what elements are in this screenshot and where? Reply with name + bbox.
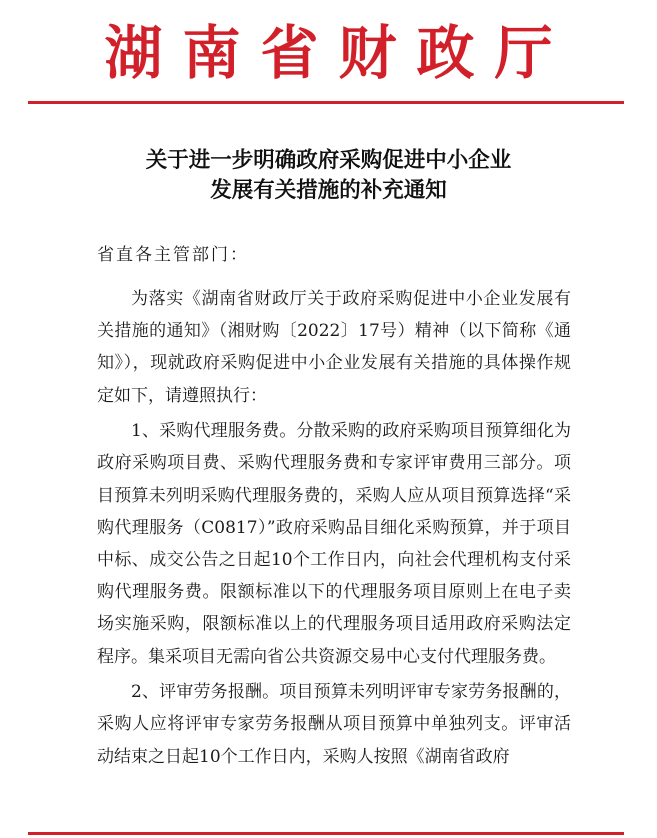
- masthead-title: 湖南省财政厅: [104, 21, 573, 86]
- masthead-divider: [28, 101, 624, 104]
- document-title-line-2: 发展有关措施的补充通知: [210, 178, 447, 203]
- document-body: [97, 283, 571, 776]
- document-title-line-1: 关于进一步明确政府采购促进中小企业: [145, 148, 512, 173]
- paragraph-agency-fee: 1、采购代理服务费。分散采购的政府采购项目预算细化为政府采购项目费、采购代理服务费和专家评审费用三部分。项目预算未列明采购代理服务费的，采购人应从项目预算选择“采购代理服务（C0817）”政府采购品目细化采购预算，并于项目中标、成交公告之日起10个工作日内，向社会代理机构支付采购代理服务费。限额标准以下的代理服务项目原则上在电子卖场实施采购，限额标准以上的代理服务项目适用政府采购法定程序。集采项目无需向省公共资源交易中心支付代理服务费。: [97, 421, 571, 667]
- salutation: 省直各主管部门：: [97, 245, 249, 265]
- footer-divider: [28, 832, 624, 835]
- paragraph-intro: 为落实《湖南省财政厅关于政府采购促进中小企业发展有关措施的通知》（湘财购〔2022〕17号）精神（以下简称《通知》），现就政府采购促进中小企业发展有关措施的具体操作规定如下，请遵照执行：: [97, 289, 571, 406]
- paragraph-expert-fee: 2、评审劳务报酬。项目预算未列明评审专家劳务报酬的，采购人应将评审专家劳务报酬从项目预算中单独列支。评审活动结束之日起10个工作日内，采购人按照《湖南省政府: [97, 682, 571, 767]
